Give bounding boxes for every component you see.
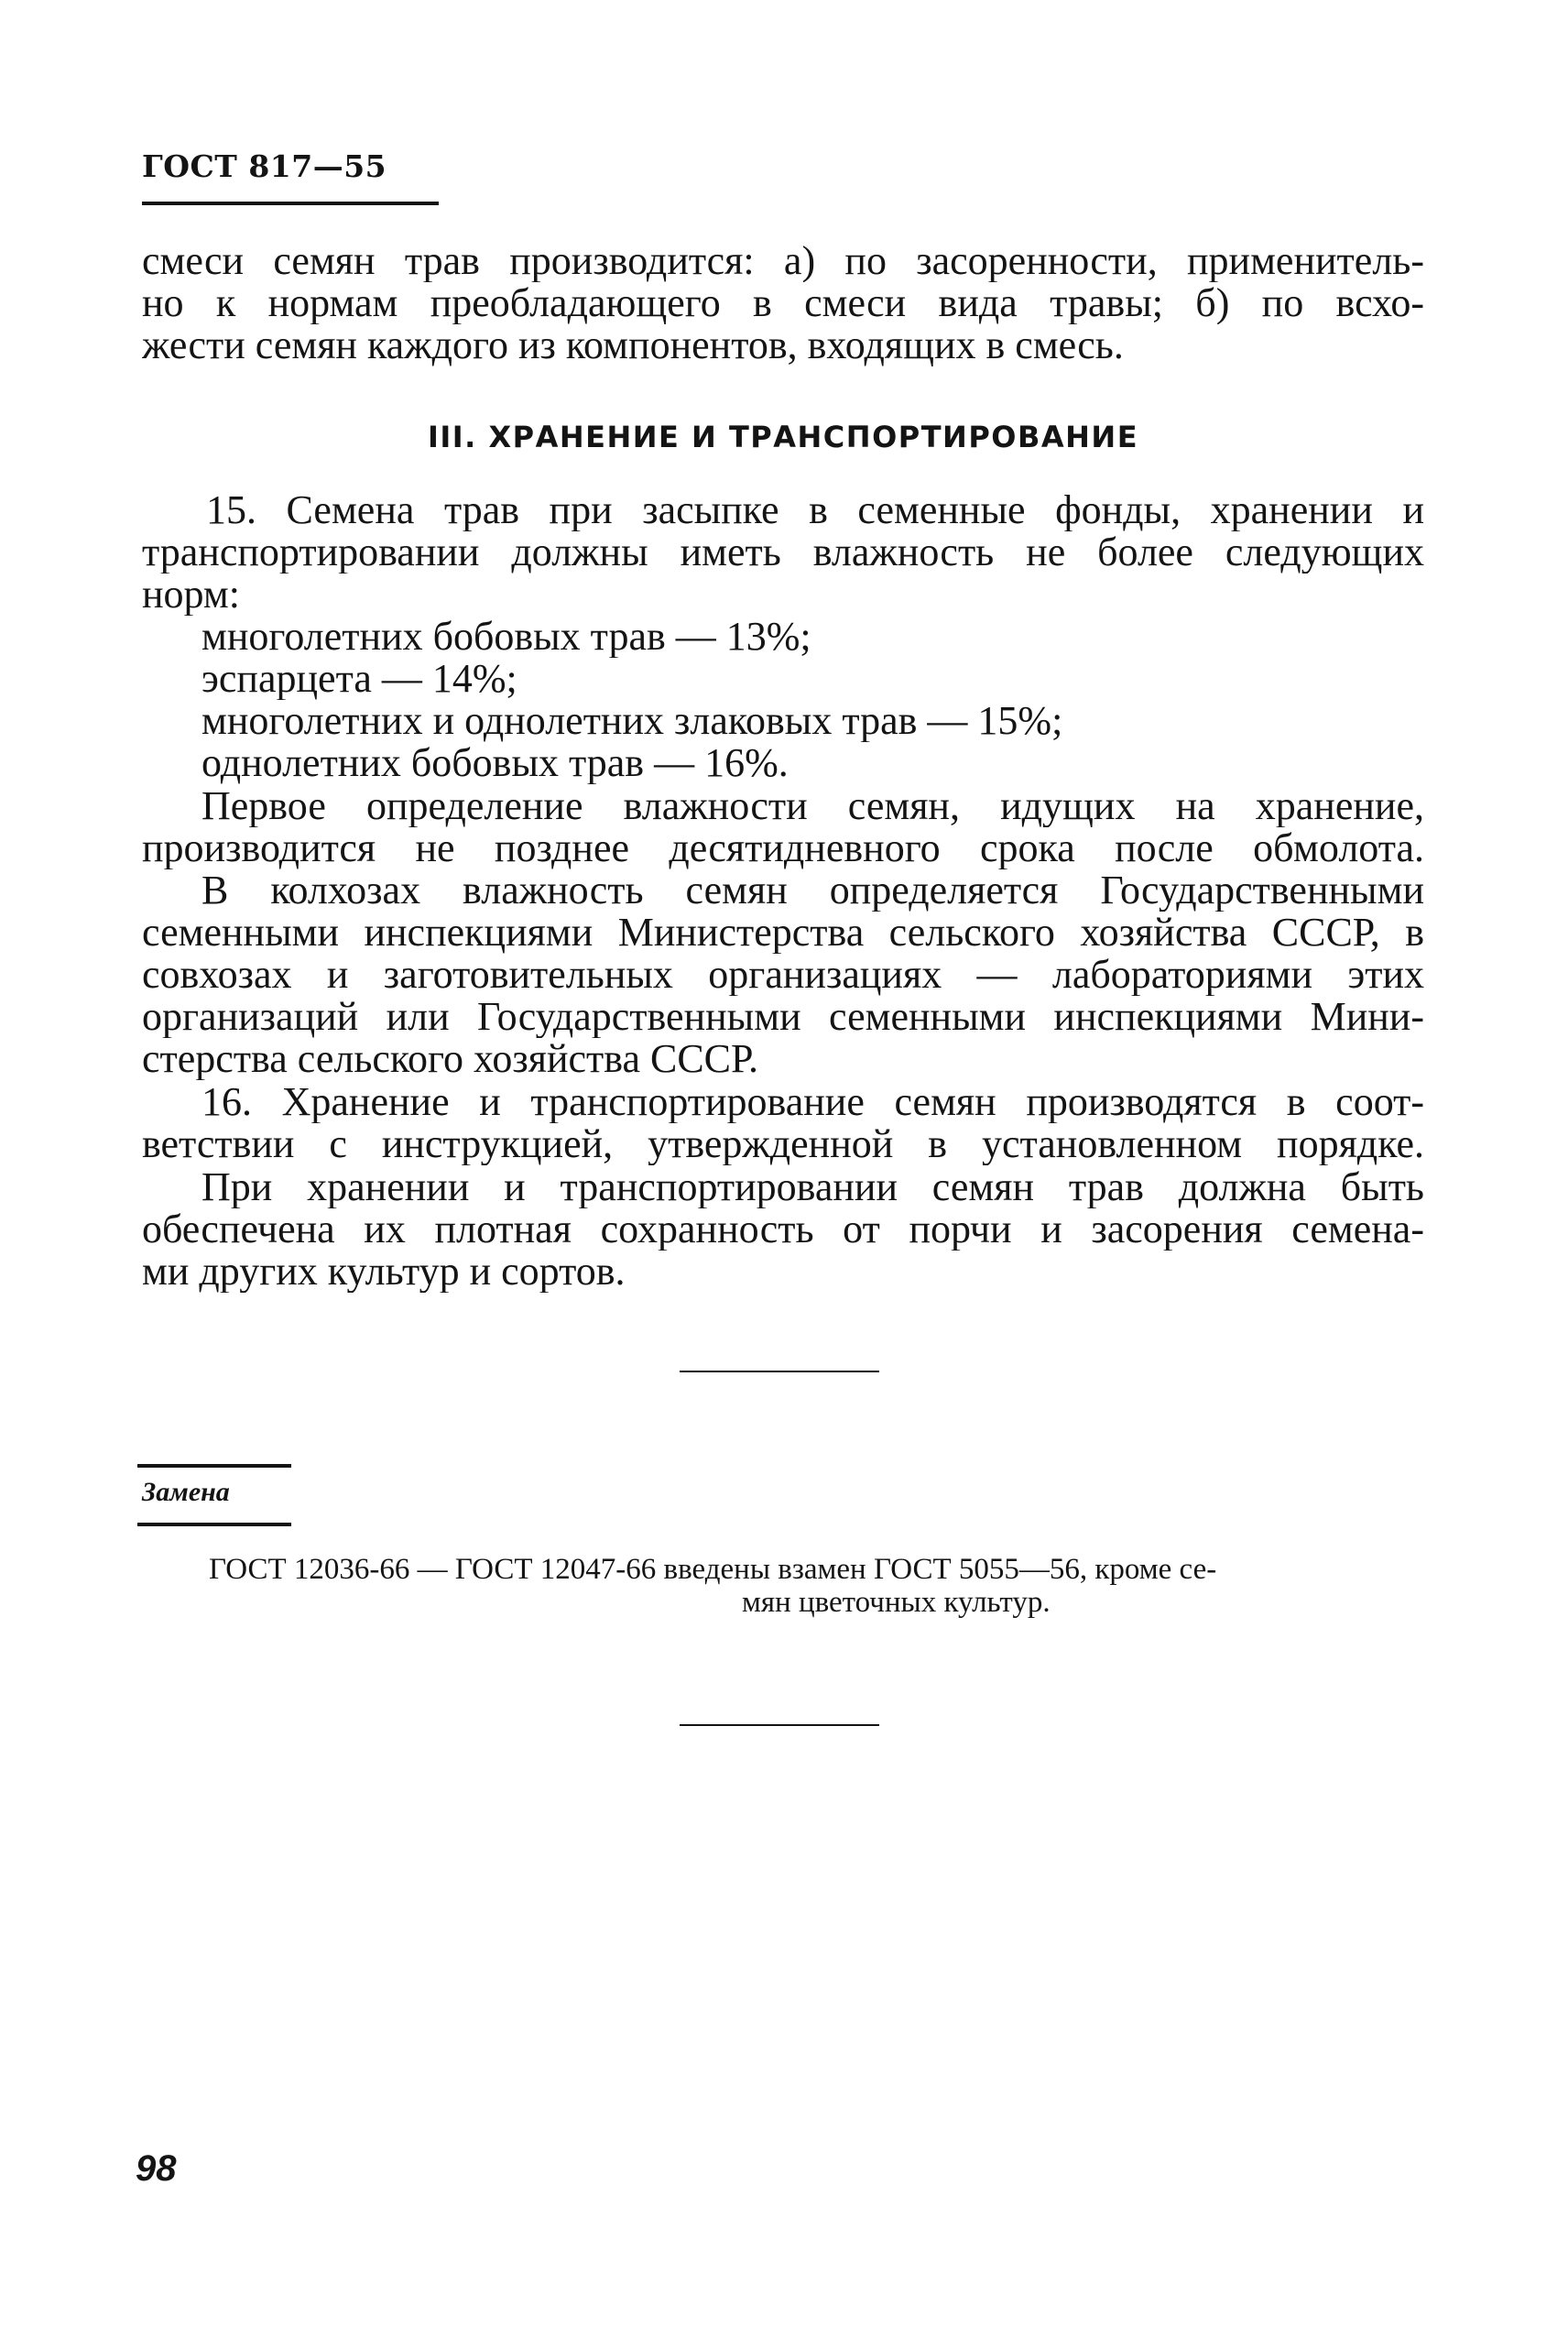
intro-line: смеси семян трав производится: а) по засоренности, применитель- — [142, 240, 1424, 282]
separator-line — [680, 1724, 879, 1726]
replacement-note-line: ГОСТ 12036-66 — ГОСТ 12047-66 введены взамен ГОСТ 5055—56, кроме се- — [209, 1553, 1217, 1586]
paragraph-line: производится не позднее десятидневного срока после обмолота. — [142, 827, 1424, 869]
norm-item: многолетних и однолетних злаковых трав — 15%; — [201, 700, 1063, 742]
header-rule — [142, 202, 439, 205]
separator-line — [680, 1371, 879, 1372]
replacement-note-line: мян цветочных культур. — [742, 1586, 1051, 1619]
p15-line: транспортировании должны иметь влажность не более следующих — [142, 531, 1424, 574]
replacement-rule-top — [137, 1464, 291, 1468]
paragraph-line: совхозах и заготовительных организациях — лабораториями этих — [142, 954, 1424, 996]
norm-item: эспарцета — 14%; — [201, 658, 517, 700]
paragraph-line: Первое определение влажности семян, идущих на хранение, — [201, 785, 1424, 827]
paragraph-line: организаций или Государственными семенными инспекциями Мини- — [142, 996, 1424, 1038]
page-number: 98 — [136, 2148, 177, 2189]
section-title: III. ХРАНЕНИЕ И ТРАНСПОРТИРОВАНИЕ — [427, 420, 1139, 454]
paragraph-line: ми других культур и сортов. — [142, 1251, 626, 1293]
p16-line: 16. Хранение и транспортирование семян производятся в соот- — [201, 1081, 1424, 1123]
p15-line: норм: — [142, 574, 240, 616]
norm-item: однолетних бобовых трав — 16%. — [201, 742, 789, 784]
p16-line: ветствии с инструкцией, утвержденной в установленном порядке. — [142, 1123, 1424, 1165]
intro-line: жести семян каждого из компонентов, входящих в смесь. — [142, 324, 1124, 366]
intro-line: но к нормам преобладающего в смеси вида травы; б) по всхо- — [142, 282, 1424, 324]
replacement-title: Замена — [142, 1477, 230, 1507]
norm-item: многолетних бобовых трав — 13%; — [201, 616, 811, 658]
paragraph-line: В колхозах влажность семян определяется Государственными — [201, 869, 1424, 912]
document-header: ГОСТ 817—55 — [142, 148, 387, 184]
p15-line: 15. Семена трав при засыпке в семенные фонды, хранении и — [206, 489, 1424, 531]
paragraph-line: семенными инспекциями Министерства сельского хозяйства СССР, в — [142, 912, 1424, 954]
replacement-rule-bottom — [137, 1523, 291, 1526]
paragraph-line: стерства сельского хозяйства СССР. — [142, 1038, 758, 1080]
paragraph-line: При хранении и транспортировании семян трав должна быть — [201, 1166, 1424, 1208]
paragraph-line: обеспечена их плотная сохранность от порчи и засорения семена- — [142, 1208, 1424, 1251]
